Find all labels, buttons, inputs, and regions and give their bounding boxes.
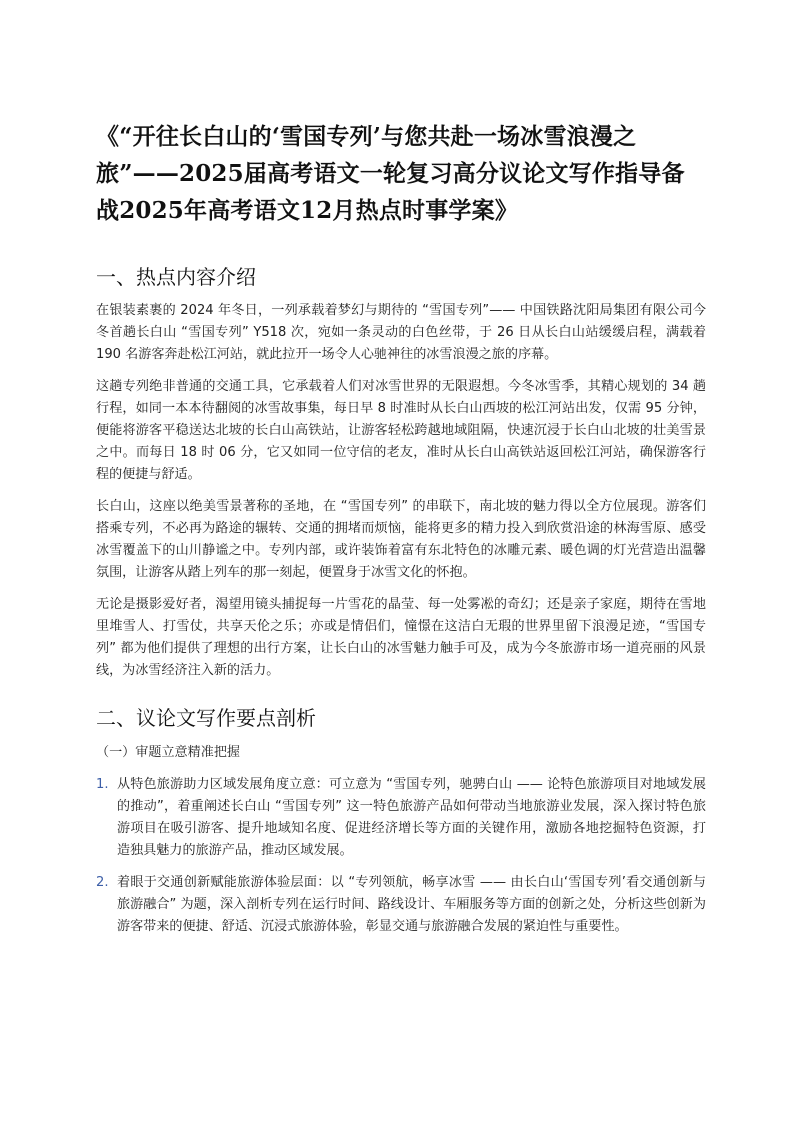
- list-item: [96, 774, 706, 862]
- document-page: [96, 118, 706, 938]
- list-item: [96, 872, 706, 938]
- body-paragraph: 长白山，这座以绝美雪景著称的圣地，在 “雪国专列” 的串联下，南北坡的魅力得以全方位展现。游客们搭乘专列，不必再为路途的辗转、交通的拥堵而烦恼，能将更多的精力投入到欣赏沿途的林海雪原、感受冰雪覆盖下的山川静谧之中。专列内部，或许装饰着富有东北特色的冰雕元素、暖色调的灯光营造出温馨氛围，让游客从踏上列车的那一刻起，便置身于冰雪文化的怀抱。: [96, 499, 706, 580]
- document-title: 《“开往长白山的‘雪国专列’与您共赴一场冰雪浪漫之旅”——2025届高考语文一轮复习高分议论文写作指导备战2025年高考语文12月热点时事学案》: [96, 123, 685, 224]
- list-number: 1.: [96, 777, 109, 792]
- numbered-list: [96, 774, 706, 938]
- body-paragraph: 在银装素裹的 2024 年冬日，一列承载着梦幻与期待的 “雪国专列”—— 中国铁路沈阳局集团有限公司今冬首趟长白山 “雪国专列” Y518 次，宛如一条灵动的白色丝带，于 26 日从长白山站缓缓启程，满载着 190 名游客奔赴松江河站，就此拉开一场令人心驰神往的冰雪浪漫之旅的序幕。: [96, 303, 706, 362]
- body-paragraph: 这趟专列绝非普通的交通工具，它承载着人们对冰雪世界的无限遐想。今冬冰雪季，其精心规划的 34 趟行程，如同一本本待翻阅的冰雪故事集，每日早 8 时准时从长白山西坡的松江河站出发，仅需 95 分钟，便能将游客平稳送达北坡的长白山高铁站，让游客轻松跨越地域阻隔，快速沉浸于长白山北坡的壮美雪景之中。而每日 18 时 06 分，它又如同一位守信的老友，准时从长白山高铁站返回松江河站，确保游客行程的便捷与舒适。: [96, 379, 706, 482]
- list-item-text: 从特色旅游助力区域发展角度立意：可立意为 “雪国专列，驰骋白山 —— 论特色旅游项目对地域发展的推动”，着重阐述长白山 “雪国专列” 这一特色旅游产品如何带动当地旅游业发展，深入探讨特色旅游项目在吸引游客、提升地域知名度、促进经济增长等方面的关键作用，激励各地挖掘特色资源，打造独具魅力的旅游产品，推动区域发展。: [117, 777, 706, 858]
- section-heading-writing-points: 二、议论文写作要点剖析: [96, 706, 316, 730]
- subsection-heading: （一）审题立意精准把握: [96, 745, 241, 760]
- section-heading-hot-topic: 一、热点内容介绍: [96, 265, 256, 289]
- body-paragraph: 无论是摄影爱好者，渴望用镜头捕捉每一片雪花的晶莹、每一处雾凇的奇幻；还是亲子家庭，期待在雪地里堆雪人、打雪仗，共享天伦之乐；亦或是情侣们，憧憬在这洁白无瑕的世界里留下浪漫足迹，“雪国专列” 都为他们提供了理想的出行方案，让长白山的冰雪魅力触手可及，成为今冬旅游市场一道亮丽的风景线，为冰雪经济注入新的活力。: [96, 597, 706, 678]
- list-item-text: 着眼于交通创新赋能旅游体验层面：以 “专列领航，畅享冰雪 —— 由长白山‘雪国专列’看交通创新与旅游融合” 为题，深入剖析专列在运行时间、路线设计、车厢服务等方面的创新之处，分析这些创新为游客带来的便捷、舒适、沉浸式旅游体验，彰显交通与旅游融合发展的紧迫性与重要性。: [117, 875, 706, 934]
- list-number: 2.: [96, 875, 109, 890]
